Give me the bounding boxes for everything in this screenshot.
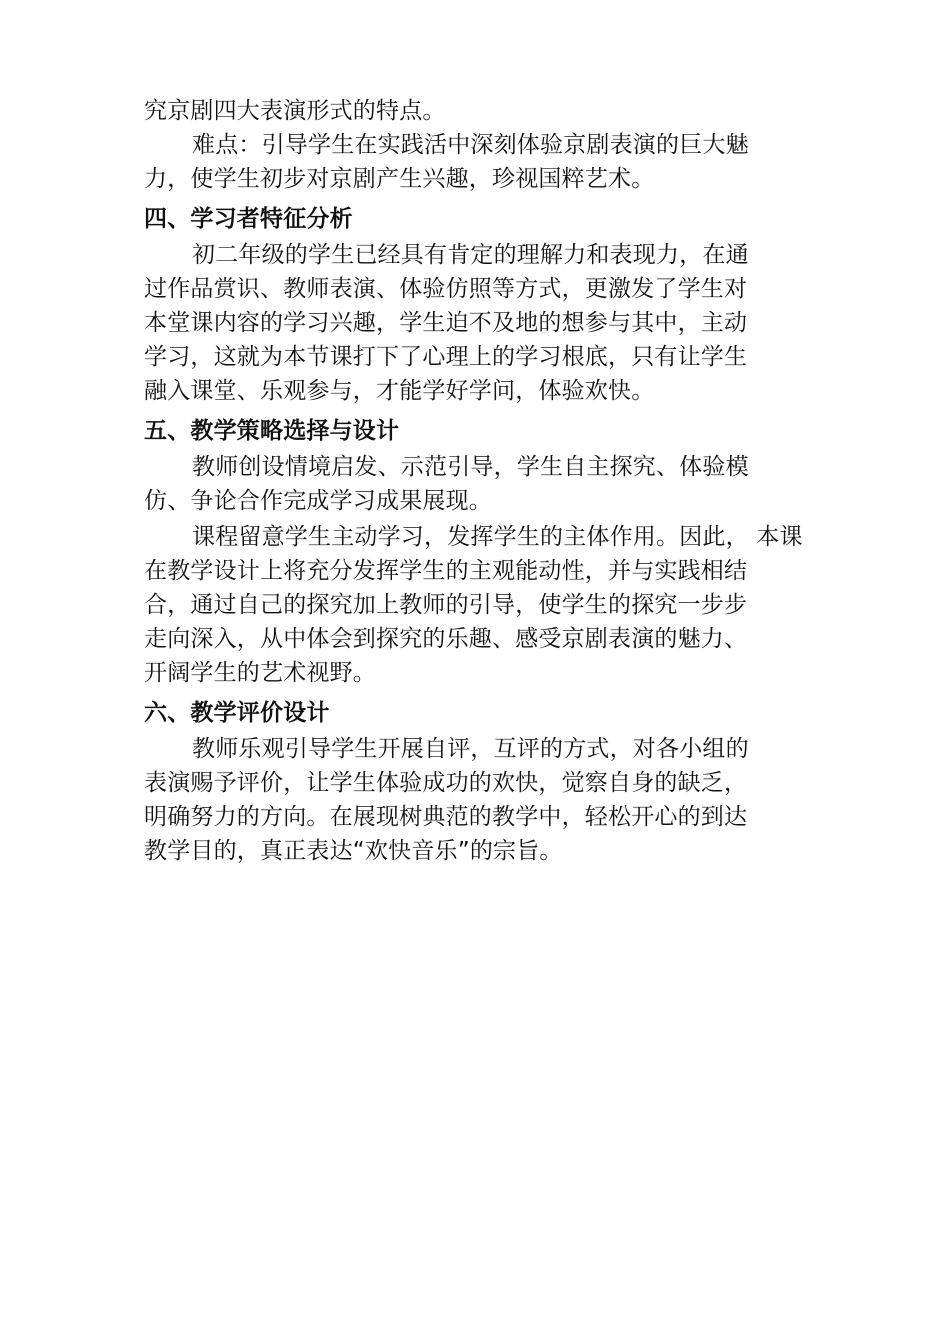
document-page [144, 94, 834, 870]
paragraph-line: 过作品赏识、教师表演、体验仿照等方式，更激发了学生对 [144, 276, 748, 302]
paragraph-line: 走向深入，从中体会到探究的乐趣、感受京剧表演的魅力、 [144, 626, 748, 652]
section-6-paragraph [144, 732, 834, 868]
paragraph-line: 初二年级的学生已经具有肯定的理解力和表现力，在通 [192, 242, 749, 268]
paragraph-line: 教学目的，真正表达“欢快音乐”的宗旨。 [144, 838, 563, 864]
section-5-paragraph-1 [144, 450, 834, 518]
section-heading-6: 六、教学评价设计 [144, 700, 330, 726]
paragraph-line: 教师乐观引导学生开展自评，互评的方式，对各小组的 [192, 736, 749, 762]
section-4-paragraph [144, 238, 834, 408]
section-heading-5: 五、教学策略选择与设计 [144, 418, 400, 444]
paragraph-line: 表演赐予评价，让学生体验成功的欢快，觉察自身的缺乏， [144, 770, 748, 796]
paragraph-line: 在教学设计上将充分发挥学生的主观能动性，并与实践相结 [144, 558, 748, 584]
paragraph-line: 开阔学生的艺术视野。 [144, 660, 376, 686]
paragraph-line: 课程留意学生主动学习，发挥学生的主体作用。因此， 本课 [192, 524, 803, 550]
paragraph-line: 教师创设情境启发、示范引导，学生自主探究、体验模 [192, 454, 749, 480]
paragraph-line: 明确努力的方向。在展现树典范的教学中，轻松开心的到达 [144, 804, 748, 830]
paragraph-line: 力，使学生初步对京剧产生兴趣，珍视国粹艺术。 [144, 166, 655, 192]
paragraph-line: 学习，这就为本节课打下了心理上的学习根底，只有让学生 [144, 344, 748, 370]
section-heading-4: 四、学习者特征分析 [144, 206, 353, 232]
paragraph-line: 究京剧四大表演形式的特点。 [144, 98, 446, 124]
paragraph-line: 难点：引导学生在实践活中深刻体验京剧表演的巨大魅 [192, 132, 749, 158]
paragraph-line: 仿、争论合作完成学习成果展现。 [144, 488, 492, 514]
paragraph-line: 本堂课内容的学习兴趣，学生迫不及地的想参与其中，主动 [144, 310, 748, 336]
section-5-paragraph-2 [144, 520, 834, 690]
paragraph-line: 合，通过自己的探究加上教师的引导，使学生的探究一步步 [144, 592, 748, 618]
section-3-tail [144, 94, 834, 196]
paragraph-line: 融入课堂、乐观参与，才能学好学问，体验欢快。 [144, 378, 655, 404]
